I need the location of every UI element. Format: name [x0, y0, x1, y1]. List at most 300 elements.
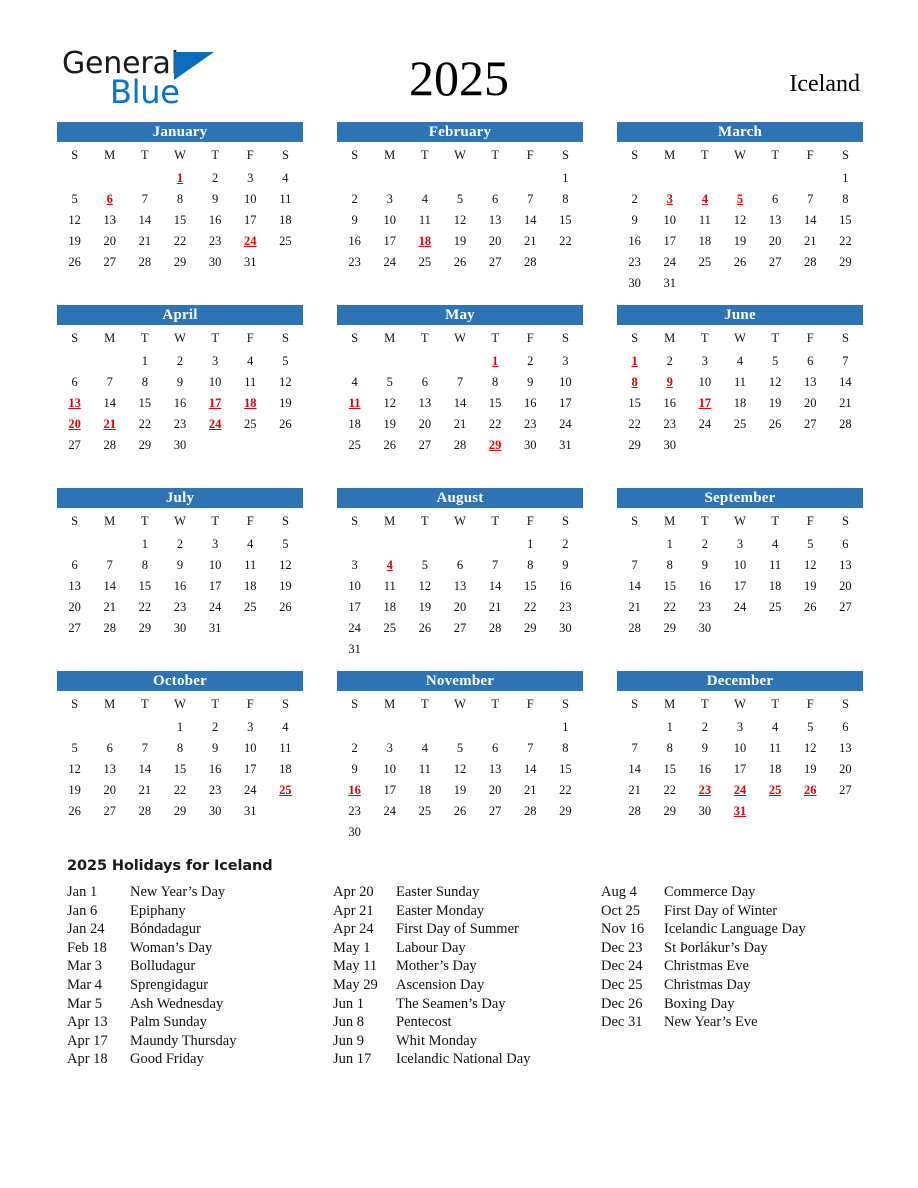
day-cell-holiday[interactable]: 21: [103, 417, 116, 431]
day-cell[interactable]: 30: [698, 621, 712, 635]
day-cell[interactable]: 8: [527, 558, 534, 572]
day-cell[interactable]: 27: [68, 438, 81, 452]
day-cell[interactable]: 6: [71, 558, 78, 572]
day-cell[interactable]: 22: [559, 234, 572, 248]
day-cell[interactable]: 19: [279, 579, 292, 593]
day-cell[interactable]: 22: [138, 417, 152, 431]
day-cell[interactable]: 10: [208, 375, 222, 389]
day-cell[interactable]: 11: [733, 375, 747, 389]
day-cell[interactable]: 18: [418, 783, 432, 797]
day-cell[interactable]: 11: [383, 579, 396, 593]
day-cell[interactable]: 22: [839, 234, 852, 248]
day-cell[interactable]: 14: [138, 213, 152, 227]
day-cell[interactable]: 18: [383, 600, 396, 614]
day-cell[interactable]: 10: [208, 558, 222, 572]
day-cell[interactable]: 1: [141, 354, 148, 368]
day-cell[interactable]: 12: [418, 579, 432, 593]
day-cell[interactable]: 21: [628, 783, 641, 797]
day-cell[interactable]: 18: [279, 213, 292, 227]
day-cell-holiday[interactable]: 8: [631, 375, 638, 389]
day-cell-holiday[interactable]: 9: [666, 375, 673, 389]
day-cell[interactable]: 13: [103, 762, 116, 776]
day-cell[interactable]: 29: [138, 438, 152, 452]
day-cell-holiday[interactable]: 6: [106, 192, 113, 206]
day-cell[interactable]: 31: [208, 621, 222, 635]
day-cell[interactable]: 12: [804, 741, 817, 755]
day-cell[interactable]: 23: [524, 417, 537, 431]
day-cell[interactable]: 22: [173, 234, 187, 248]
day-cell[interactable]: 23: [208, 234, 222, 248]
day-cell[interactable]: 7: [141, 741, 148, 755]
day-cell[interactable]: 13: [488, 213, 502, 227]
day-cell[interactable]: 30: [173, 438, 187, 452]
day-cell[interactable]: 16: [559, 579, 572, 593]
day-cell[interactable]: 25: [768, 600, 782, 614]
day-cell[interactable]: 6: [421, 375, 428, 389]
day-cell-holiday[interactable]: 24: [244, 234, 257, 248]
day-cell[interactable]: 5: [807, 537, 814, 551]
day-cell[interactable]: 9: [212, 741, 219, 755]
day-cell[interactable]: 26: [733, 255, 747, 269]
day-cell[interactable]: 24: [244, 783, 257, 797]
day-cell[interactable]: 15: [559, 762, 572, 776]
day-cell[interactable]: 31: [559, 438, 572, 452]
day-cell[interactable]: 9: [351, 762, 358, 776]
day-cell[interactable]: 17: [208, 579, 222, 593]
day-cell[interactable]: 24: [733, 600, 747, 614]
day-cell[interactable]: 20: [103, 234, 116, 248]
day-cell-holiday[interactable]: 13: [68, 396, 81, 410]
day-cell[interactable]: 5: [456, 741, 464, 755]
day-cell[interactable]: 7: [631, 558, 638, 572]
day-cell[interactable]: 19: [68, 234, 81, 248]
day-cell[interactable]: 28: [628, 621, 641, 635]
day-cell[interactable]: 7: [527, 741, 534, 755]
day-cell[interactable]: 25: [279, 234, 292, 248]
day-cell[interactable]: 10: [383, 213, 396, 227]
day-cell[interactable]: 20: [804, 396, 817, 410]
day-cell[interactable]: 28: [103, 621, 116, 635]
day-cell[interactable]: 22: [663, 600, 676, 614]
day-cell[interactable]: 16: [208, 762, 222, 776]
day-cell[interactable]: 10: [348, 579, 361, 593]
day-cell[interactable]: 19: [804, 762, 817, 776]
day-cell[interactable]: 18: [348, 417, 361, 431]
day-cell[interactable]: 25: [244, 600, 257, 614]
day-cell[interactable]: 29: [559, 804, 572, 818]
day-cell-holiday[interactable]: 24: [208, 417, 222, 431]
day-cell[interactable]: 26: [804, 600, 817, 614]
day-cell[interactable]: 10: [663, 213, 676, 227]
day-cell[interactable]: 11: [769, 558, 782, 572]
day-cell[interactable]: 28: [839, 417, 852, 431]
day-cell[interactable]: 27: [103, 804, 116, 818]
day-cell[interactable]: 15: [173, 762, 187, 776]
day-cell[interactable]: 16: [524, 396, 537, 410]
day-cell[interactable]: 8: [562, 741, 569, 755]
day-cell[interactable]: 4: [351, 375, 358, 389]
day-cell[interactable]: 12: [453, 762, 467, 776]
day-cell[interactable]: 12: [453, 213, 467, 227]
day-cell[interactable]: 21: [628, 600, 641, 614]
day-cell[interactable]: 20: [453, 600, 467, 614]
day-cell[interactable]: 3: [736, 720, 744, 734]
day-cell[interactable]: 8: [842, 192, 849, 206]
day-cell[interactable]: 22: [173, 783, 187, 797]
day-cell[interactable]: 1: [666, 720, 673, 734]
day-cell[interactable]: 20: [488, 234, 502, 248]
day-cell-holiday[interactable]: 18: [418, 234, 432, 248]
day-cell[interactable]: 27: [68, 621, 81, 635]
day-cell[interactable]: 5: [282, 354, 289, 368]
day-cell[interactable]: 9: [701, 741, 708, 755]
day-cell[interactable]: 17: [244, 762, 257, 776]
day-cell[interactable]: 22: [663, 783, 676, 797]
day-cell[interactable]: 30: [628, 276, 641, 290]
day-cell[interactable]: 21: [103, 600, 116, 614]
day-cell[interactable]: 4: [736, 354, 744, 368]
day-cell[interactable]: 19: [383, 417, 396, 431]
day-cell[interactable]: 15: [839, 213, 852, 227]
day-cell[interactable]: 8: [176, 192, 184, 206]
day-cell[interactable]: 19: [279, 396, 292, 410]
day-cell[interactable]: 7: [527, 192, 534, 206]
day-cell[interactable]: 26: [383, 438, 396, 452]
day-cell[interactable]: 2: [351, 192, 358, 206]
day-cell[interactable]: 5: [71, 192, 78, 206]
day-cell[interactable]: 29: [173, 255, 187, 269]
day-cell[interactable]: 1: [842, 171, 849, 185]
day-cell[interactable]: 29: [663, 621, 676, 635]
day-cell[interactable]: 21: [488, 600, 502, 614]
day-cell[interactable]: 15: [628, 396, 641, 410]
day-cell[interactable]: 27: [488, 804, 502, 818]
day-cell[interactable]: 26: [279, 417, 292, 431]
day-cell[interactable]: 7: [456, 375, 464, 389]
day-cell[interactable]: 28: [628, 804, 641, 818]
day-cell[interactable]: 19: [768, 396, 782, 410]
day-cell[interactable]: 2: [562, 537, 569, 551]
day-cell-holiday[interactable]: 4: [386, 558, 393, 572]
day-cell[interactable]: 20: [488, 783, 502, 797]
day-cell[interactable]: 26: [68, 804, 81, 818]
day-cell[interactable]: 19: [453, 234, 467, 248]
day-cell[interactable]: 14: [453, 396, 467, 410]
day-cell[interactable]: 31: [348, 642, 361, 656]
day-cell-holiday[interactable]: 5: [736, 192, 744, 206]
day-cell[interactable]: 3: [701, 354, 708, 368]
day-cell[interactable]: 13: [839, 741, 852, 755]
day-cell[interactable]: 30: [208, 255, 222, 269]
day-cell[interactable]: 9: [212, 192, 219, 206]
day-cell[interactable]: 1: [141, 537, 148, 551]
day-cell[interactable]: 25: [418, 255, 432, 269]
day-cell[interactable]: 31: [244, 255, 257, 269]
day-cell[interactable]: 26: [453, 804, 467, 818]
day-cell[interactable]: 11: [418, 213, 431, 227]
day-cell[interactable]: 1: [527, 537, 534, 551]
day-cell[interactable]: 18: [244, 579, 257, 593]
day-cell[interactable]: 2: [631, 192, 638, 206]
day-cell-holiday[interactable]: 17: [698, 396, 712, 410]
day-cell[interactable]: 8: [492, 375, 499, 389]
day-cell[interactable]: 26: [768, 417, 782, 431]
day-cell[interactable]: 14: [488, 579, 502, 593]
day-cell[interactable]: 15: [663, 762, 676, 776]
day-cell-holiday[interactable]: 4: [701, 192, 708, 206]
day-cell[interactable]: 22: [628, 417, 641, 431]
day-cell-holiday[interactable]: 25: [279, 783, 292, 797]
day-cell[interactable]: 9: [527, 375, 534, 389]
day-cell[interactable]: 20: [418, 417, 432, 431]
day-cell[interactable]: 6: [492, 741, 499, 755]
day-cell[interactable]: 20: [68, 600, 81, 614]
day-cell[interactable]: 23: [559, 600, 572, 614]
day-cell[interactable]: 9: [176, 558, 184, 572]
day-cell[interactable]: 15: [559, 213, 572, 227]
day-cell[interactable]: 27: [488, 255, 502, 269]
day-cell[interactable]: 3: [562, 354, 569, 368]
day-cell[interactable]: 14: [628, 762, 641, 776]
day-cell[interactable]: 13: [804, 375, 817, 389]
day-cell[interactable]: 15: [488, 396, 502, 410]
day-cell[interactable]: 17: [348, 600, 361, 614]
day-cell[interactable]: 1: [666, 537, 673, 551]
day-cell[interactable]: 11: [279, 192, 292, 206]
day-cell-holiday[interactable]: 11: [348, 396, 361, 410]
day-cell[interactable]: 23: [348, 804, 361, 818]
day-cell[interactable]: 23: [208, 783, 222, 797]
day-cell[interactable]: 12: [733, 213, 747, 227]
day-cell[interactable]: 7: [842, 354, 849, 368]
day-cell[interactable]: 15: [173, 213, 187, 227]
day-cell[interactable]: 19: [804, 579, 817, 593]
day-cell[interactable]: 21: [524, 783, 537, 797]
day-cell-holiday[interactable]: 29: [488, 438, 502, 452]
day-cell[interactable]: 2: [176, 537, 184, 551]
day-cell[interactable]: 25: [698, 255, 712, 269]
day-cell[interactable]: 29: [524, 621, 537, 635]
day-cell[interactable]: 4: [772, 537, 779, 551]
day-cell-holiday[interactable]: 16: [348, 783, 361, 797]
day-cell[interactable]: 6: [106, 741, 113, 755]
day-cell[interactable]: 29: [839, 255, 852, 269]
day-cell[interactable]: 16: [173, 579, 187, 593]
day-cell[interactable]: 3: [351, 558, 358, 572]
day-cell[interactable]: 13: [68, 579, 81, 593]
day-cell[interactable]: 26: [68, 255, 81, 269]
day-cell[interactable]: 30: [208, 804, 222, 818]
day-cell[interactable]: 12: [279, 558, 292, 572]
day-cell-holiday[interactable]: 3: [666, 192, 673, 206]
day-cell[interactable]: 3: [736, 537, 744, 551]
day-cell[interactable]: 26: [418, 621, 432, 635]
day-cell[interactable]: 18: [768, 579, 782, 593]
day-cell-holiday[interactable]: 31: [733, 804, 747, 818]
day-cell[interactable]: 2: [701, 537, 708, 551]
day-cell-holiday[interactable]: 1: [631, 354, 638, 368]
day-cell[interactable]: 2: [666, 354, 673, 368]
day-cell[interactable]: 16: [698, 762, 712, 776]
day-cell[interactable]: 18: [698, 234, 712, 248]
day-cell[interactable]: 8: [141, 558, 148, 572]
day-cell-holiday[interactable]: 26: [804, 783, 817, 797]
day-cell[interactable]: 7: [141, 192, 148, 206]
day-cell[interactable]: 15: [663, 579, 676, 593]
day-cell[interactable]: 21: [453, 417, 467, 431]
day-cell[interactable]: 6: [772, 192, 779, 206]
day-cell[interactable]: 6: [71, 375, 78, 389]
day-cell[interactable]: 21: [138, 234, 152, 248]
day-cell[interactable]: 4: [282, 171, 289, 185]
day-cell[interactable]: 31: [244, 804, 257, 818]
day-cell[interactable]: 23: [698, 600, 712, 614]
day-cell[interactable]: 5: [282, 537, 289, 551]
day-cell[interactable]: 16: [698, 579, 712, 593]
day-cell[interactable]: 17: [733, 762, 747, 776]
day-cell[interactable]: 14: [839, 375, 852, 389]
day-cell[interactable]: 4: [772, 720, 779, 734]
day-cell[interactable]: 30: [524, 438, 537, 452]
day-cell[interactable]: 3: [212, 537, 219, 551]
day-cell[interactable]: 22: [488, 417, 502, 431]
day-cell[interactable]: 20: [768, 234, 782, 248]
day-cell[interactable]: 27: [804, 417, 817, 431]
day-cell[interactable]: 6: [456, 558, 464, 572]
day-cell[interactable]: 2: [701, 720, 708, 734]
day-cell[interactable]: 14: [524, 762, 537, 776]
day-cell[interactable]: 16: [208, 213, 222, 227]
day-cell[interactable]: 6: [842, 720, 849, 734]
day-cell[interactable]: 7: [631, 741, 638, 755]
day-cell[interactable]: 10: [733, 558, 747, 572]
day-cell-holiday[interactable]: 18: [244, 396, 257, 410]
day-cell[interactable]: 17: [383, 234, 396, 248]
day-cell-holiday[interactable]: 20: [68, 417, 81, 431]
day-cell[interactable]: 24: [383, 804, 396, 818]
day-cell[interactable]: 23: [173, 417, 187, 431]
day-cell[interactable]: 7: [106, 375, 113, 389]
day-cell[interactable]: 18: [733, 396, 747, 410]
day-cell[interactable]: 19: [733, 234, 747, 248]
day-cell[interactable]: 31: [663, 276, 676, 290]
day-cell[interactable]: 10: [698, 375, 712, 389]
day-cell[interactable]: 19: [68, 783, 81, 797]
day-cell[interactable]: 1: [176, 720, 184, 734]
day-cell[interactable]: 10: [733, 741, 747, 755]
day-cell[interactable]: 30: [698, 804, 712, 818]
day-cell[interactable]: 12: [68, 762, 81, 776]
day-cell[interactable]: 18: [279, 762, 292, 776]
day-cell[interactable]: 28: [138, 804, 152, 818]
day-cell[interactable]: 14: [524, 213, 537, 227]
day-cell[interactable]: 19: [418, 600, 432, 614]
day-cell[interactable]: 11: [418, 762, 431, 776]
day-cell[interactable]: 4: [421, 192, 428, 206]
day-cell[interactable]: 21: [839, 396, 852, 410]
day-cell[interactable]: 24: [208, 600, 222, 614]
day-cell[interactable]: 28: [103, 438, 116, 452]
day-cell[interactable]: 10: [559, 375, 572, 389]
day-cell[interactable]: 13: [103, 213, 116, 227]
day-cell[interactable]: 23: [663, 417, 676, 431]
day-cell[interactable]: 5: [456, 192, 464, 206]
day-cell[interactable]: 9: [631, 213, 638, 227]
day-cell[interactable]: 11: [769, 741, 782, 755]
day-cell[interactable]: 9: [701, 558, 708, 572]
day-cell[interactable]: 22: [138, 600, 152, 614]
day-cell[interactable]: 16: [628, 234, 641, 248]
day-cell[interactable]: 14: [804, 213, 817, 227]
day-cell[interactable]: 3: [386, 741, 393, 755]
day-cell[interactable]: 2: [176, 354, 184, 368]
day-cell[interactable]: 28: [453, 438, 467, 452]
day-cell[interactable]: 24: [559, 417, 572, 431]
day-cell[interactable]: 5: [71, 741, 78, 755]
day-cell[interactable]: 30: [173, 621, 187, 635]
day-cell[interactable]: 5: [772, 354, 779, 368]
day-cell[interactable]: 1: [562, 171, 569, 185]
day-cell[interactable]: 25: [383, 621, 396, 635]
day-cell[interactable]: 5: [386, 375, 393, 389]
day-cell[interactable]: 29: [628, 438, 641, 452]
day-cell[interactable]: 27: [103, 255, 116, 269]
day-cell[interactable]: 27: [768, 255, 782, 269]
day-cell[interactable]: 4: [247, 354, 254, 368]
day-cell[interactable]: 4: [421, 741, 428, 755]
day-cell[interactable]: 25: [418, 804, 432, 818]
day-cell[interactable]: 17: [663, 234, 676, 248]
day-cell[interactable]: 10: [244, 192, 257, 206]
day-cell[interactable]: 3: [212, 354, 219, 368]
day-cell[interactable]: 15: [138, 579, 152, 593]
day-cell[interactable]: 2: [212, 171, 219, 185]
day-cell[interactable]: 8: [562, 192, 569, 206]
day-cell[interactable]: 13: [488, 762, 502, 776]
day-cell[interactable]: 9: [562, 558, 569, 572]
day-cell[interactable]: 9: [351, 213, 358, 227]
day-cell[interactable]: 13: [768, 213, 782, 227]
day-cell[interactable]: 27: [418, 438, 432, 452]
day-cell[interactable]: 28: [524, 255, 537, 269]
day-cell[interactable]: 28: [524, 804, 537, 818]
day-cell[interactable]: 7: [492, 558, 499, 572]
day-cell[interactable]: 6: [842, 537, 849, 551]
day-cell[interactable]: 25: [244, 417, 257, 431]
day-cell[interactable]: 4: [282, 720, 289, 734]
day-cell[interactable]: 28: [488, 621, 502, 635]
day-cell[interactable]: 6: [807, 354, 814, 368]
day-cell-holiday[interactable]: 23: [698, 783, 712, 797]
day-cell[interactable]: 29: [173, 804, 187, 818]
day-cell[interactable]: 7: [807, 192, 814, 206]
day-cell[interactable]: 16: [173, 396, 187, 410]
day-cell[interactable]: 27: [839, 600, 852, 614]
day-cell[interactable]: 5: [421, 558, 428, 572]
day-cell[interactable]: 24: [348, 621, 361, 635]
day-cell[interactable]: 29: [138, 621, 152, 635]
day-cell[interactable]: 23: [173, 600, 187, 614]
day-cell[interactable]: 20: [839, 579, 852, 593]
day-cell[interactable]: 11: [279, 741, 292, 755]
day-cell[interactable]: 12: [768, 375, 782, 389]
day-cell[interactable]: 17: [559, 396, 572, 410]
day-cell[interactable]: 10: [244, 741, 257, 755]
day-cell[interactable]: 25: [348, 438, 361, 452]
day-cell[interactable]: 8: [666, 558, 673, 572]
day-cell[interactable]: 21: [804, 234, 817, 248]
day-cell-holiday[interactable]: 25: [768, 783, 782, 797]
